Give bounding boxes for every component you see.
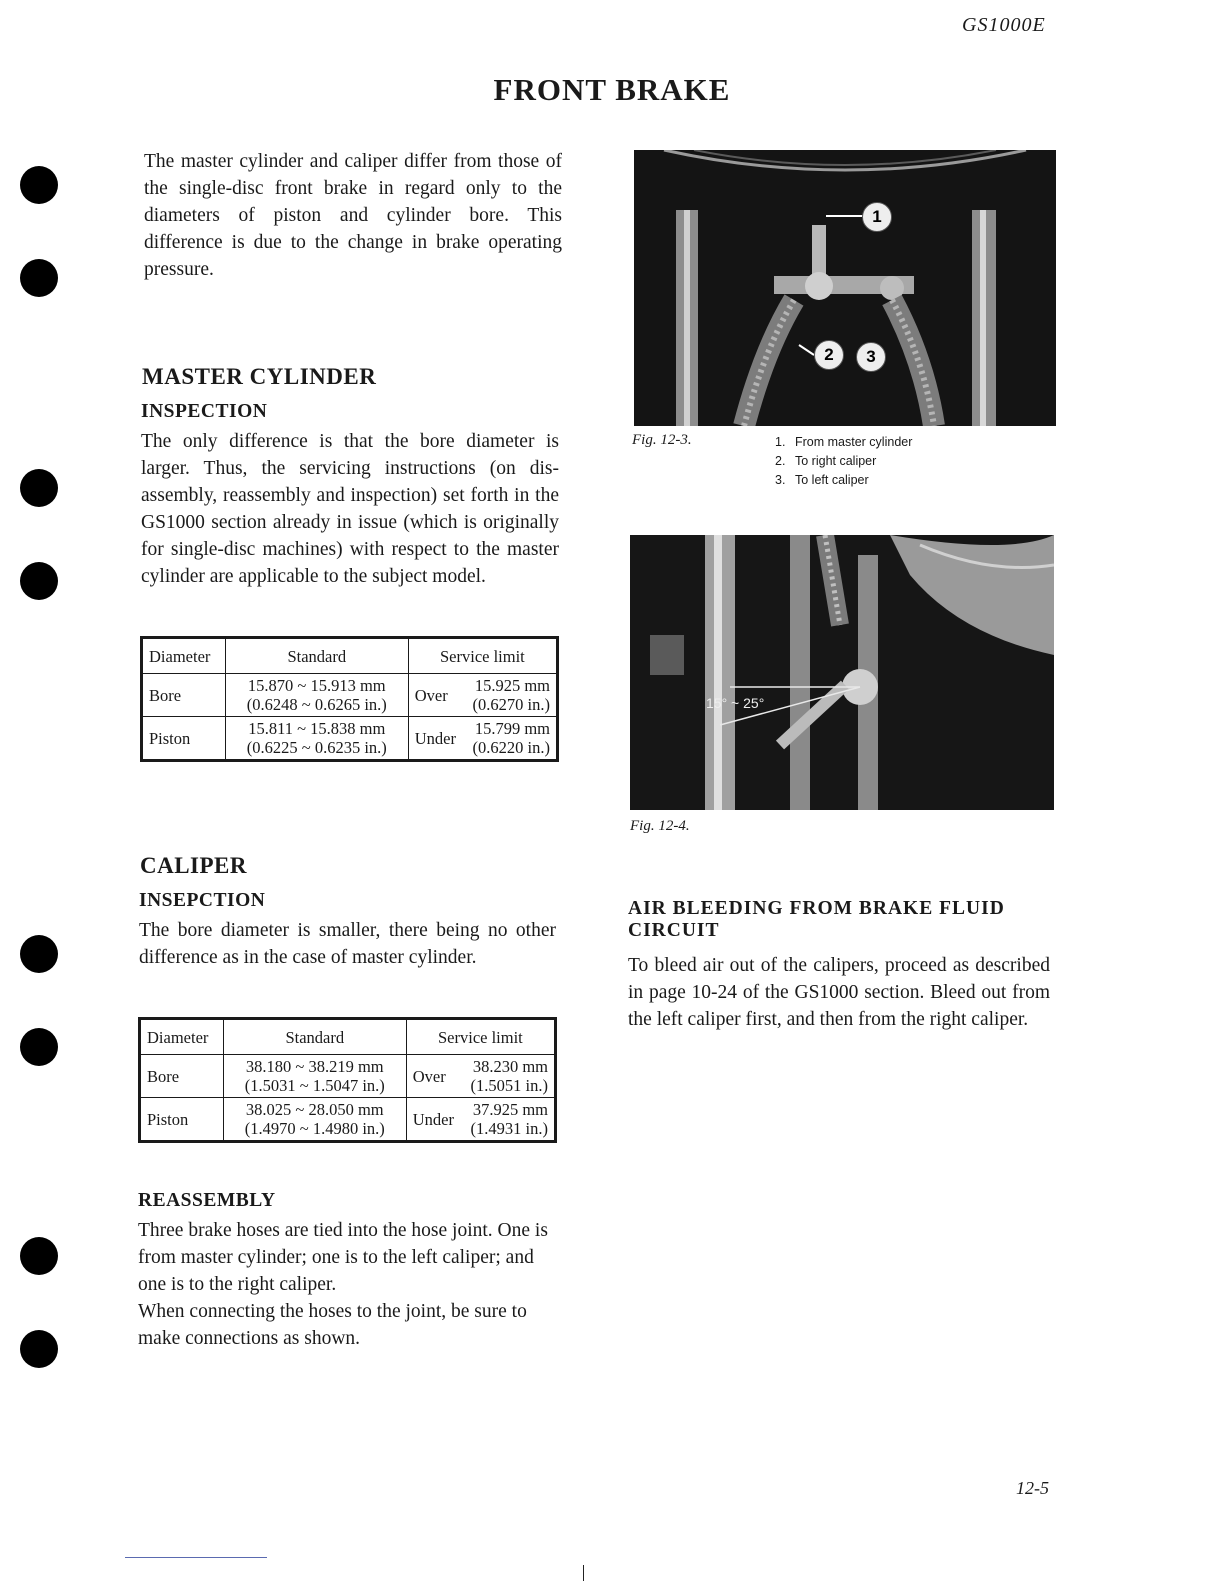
standard-mm: 38.025 ~ 28.050 mm xyxy=(245,1100,384,1119)
reassembly-body-1: Three brake hoses are tied into the hose joint. One is from master cylinder; one is to the left caliper; and one is to the right caliper. xyxy=(138,1220,548,1295)
intro-paragraph: The master cylinder and caliper differ from those of the single-disc front brake in regard only to the diameters of piston and cylinder bore. This difference is due to the change in brake operating pressure. xyxy=(144,151,562,280)
table-header: Standard xyxy=(223,1019,406,1055)
master-cylinder-heading: MASTER CYLINDER xyxy=(142,364,377,389)
standard-mm: 15.811 ~ 15.838 mm xyxy=(248,719,386,738)
air-bleeding-heading-line2: CIRCUIT xyxy=(628,920,720,941)
limit-value xyxy=(406,1055,555,1098)
standard-value xyxy=(223,1098,406,1142)
fig-12-3-legend xyxy=(775,433,975,490)
table-row xyxy=(140,1098,556,1142)
standard-in: (1.5031 ~ 1.5047 in.) xyxy=(244,1076,385,1095)
master-cylinder-spec-table xyxy=(140,636,559,762)
row-label: Bore xyxy=(142,674,226,717)
standard-in: (0.6225 ~ 0.6235 in.) xyxy=(246,738,387,757)
air-bleeding-body: To bleed air out of the calipers, proceed as described in page 10-24 of the GS1000 section. Bleed out from the left caliper first, and then from the right caliper. xyxy=(628,955,1050,1030)
limit-mm: 38.230 mm xyxy=(472,1057,548,1076)
table-row xyxy=(142,674,558,717)
table-header: Service limit xyxy=(408,638,557,674)
row-label: Piston xyxy=(142,717,226,761)
marker-1: 1 xyxy=(862,202,892,232)
limit-word: Over xyxy=(412,1066,446,1086)
limit-value xyxy=(408,674,557,717)
limit-mm: 37.925 mm xyxy=(472,1100,548,1119)
standard-mm: 38.180 ~ 38.219 mm xyxy=(245,1057,384,1076)
punch-hole xyxy=(20,469,58,507)
limit-mm: 15.925 mm xyxy=(474,676,550,695)
limit-word: Under xyxy=(412,1109,454,1129)
air-bleeding-heading xyxy=(628,898,1052,942)
marker-2: 2 xyxy=(814,340,844,370)
legend-item: 1. From master cylinder xyxy=(775,435,913,449)
standard-in: (1.4970 ~ 1.4980 in.) xyxy=(244,1119,385,1138)
limit-mm: 15.799 mm xyxy=(474,719,550,738)
brake-hose-joint-illustration xyxy=(634,150,1056,426)
limit-in: (1.4931 in.) xyxy=(470,1119,548,1138)
legend-item: 2. To right caliper xyxy=(775,454,877,468)
table-header: Diameter xyxy=(142,638,226,674)
table-header: Standard xyxy=(225,638,408,674)
marker-3: 3 xyxy=(856,342,886,372)
caliper-spec-table xyxy=(138,1017,557,1143)
fig-12-3-photo xyxy=(634,150,1056,426)
limit-value xyxy=(406,1098,555,1142)
limit-value xyxy=(408,717,557,761)
page-number: 12-5 xyxy=(1016,1478,1049,1498)
punch-hole xyxy=(20,166,58,204)
fig-12-3-caption: Fig. 12-3. xyxy=(632,432,692,448)
brake-hose-angle-illustration xyxy=(630,535,1054,810)
standard-in: (0.6248 ~ 0.6265 in.) xyxy=(246,695,387,714)
master-cylinder-subheading: INSPECTION xyxy=(141,401,268,422)
standard-mm: 15.870 ~ 15.913 mm xyxy=(247,676,386,695)
punch-hole xyxy=(20,562,58,600)
fig-12-4-photo xyxy=(630,535,1054,810)
standard-value xyxy=(225,674,408,717)
punch-hole xyxy=(20,1028,58,1066)
limit-word: Under xyxy=(414,728,456,748)
punch-hole xyxy=(20,935,58,973)
legend-item: 3. To left caliper xyxy=(775,473,869,487)
fig-12-4-caption: Fig. 12-4. xyxy=(630,818,690,834)
table-row xyxy=(142,717,558,761)
punch-hole xyxy=(20,259,58,297)
caliper-subheading: INSEPCTION xyxy=(139,890,266,911)
limit-word: Over xyxy=(414,685,448,705)
table-header: Diameter xyxy=(140,1019,224,1055)
footer-tick xyxy=(583,1565,584,1581)
master-cylinder-body: The only difference is that the bore diameter is larger. Thus, the servicing instructions (on dis-assembly, reassembly and inspection) set forth in the GS1000 section already in issue (which is originally for single-disc machines) with respect to the master cylinder are applicable to the subject model. xyxy=(141,431,559,587)
air-bleeding-heading-line1: AIR BLEEDING FROM BRAKE FLUID xyxy=(628,898,1005,919)
standard-value xyxy=(225,717,408,761)
reassembly-body-2: When connecting the hoses to the joint, be sure to make connections as shown. xyxy=(138,1301,527,1349)
angle-label: 15° ~ 25° xyxy=(706,695,765,711)
reassembly-body xyxy=(138,1217,554,1352)
standard-value xyxy=(223,1055,406,1098)
row-label: Piston xyxy=(140,1098,224,1142)
limit-in: (0.6220 in.) xyxy=(472,738,550,757)
limit-in: (1.5051 in.) xyxy=(470,1076,548,1095)
table-header: Service limit xyxy=(406,1019,555,1055)
caliper-heading: CALIPER xyxy=(140,853,248,878)
reassembly-heading: REASSEMBLY xyxy=(138,1190,276,1211)
limit-in: (0.6270 in.) xyxy=(472,695,550,714)
row-label: Bore xyxy=(140,1055,224,1098)
caliper-body: The bore diameter is smaller, there being no other difference as in the case of master cylinder. xyxy=(139,920,556,968)
punch-hole xyxy=(20,1330,58,1368)
punch-hole xyxy=(20,1237,58,1275)
page-title: FRONT BRAKE xyxy=(493,72,731,107)
header-model: GS1000E xyxy=(962,14,1046,36)
footer-rule xyxy=(125,1557,267,1558)
table-row xyxy=(140,1055,556,1098)
